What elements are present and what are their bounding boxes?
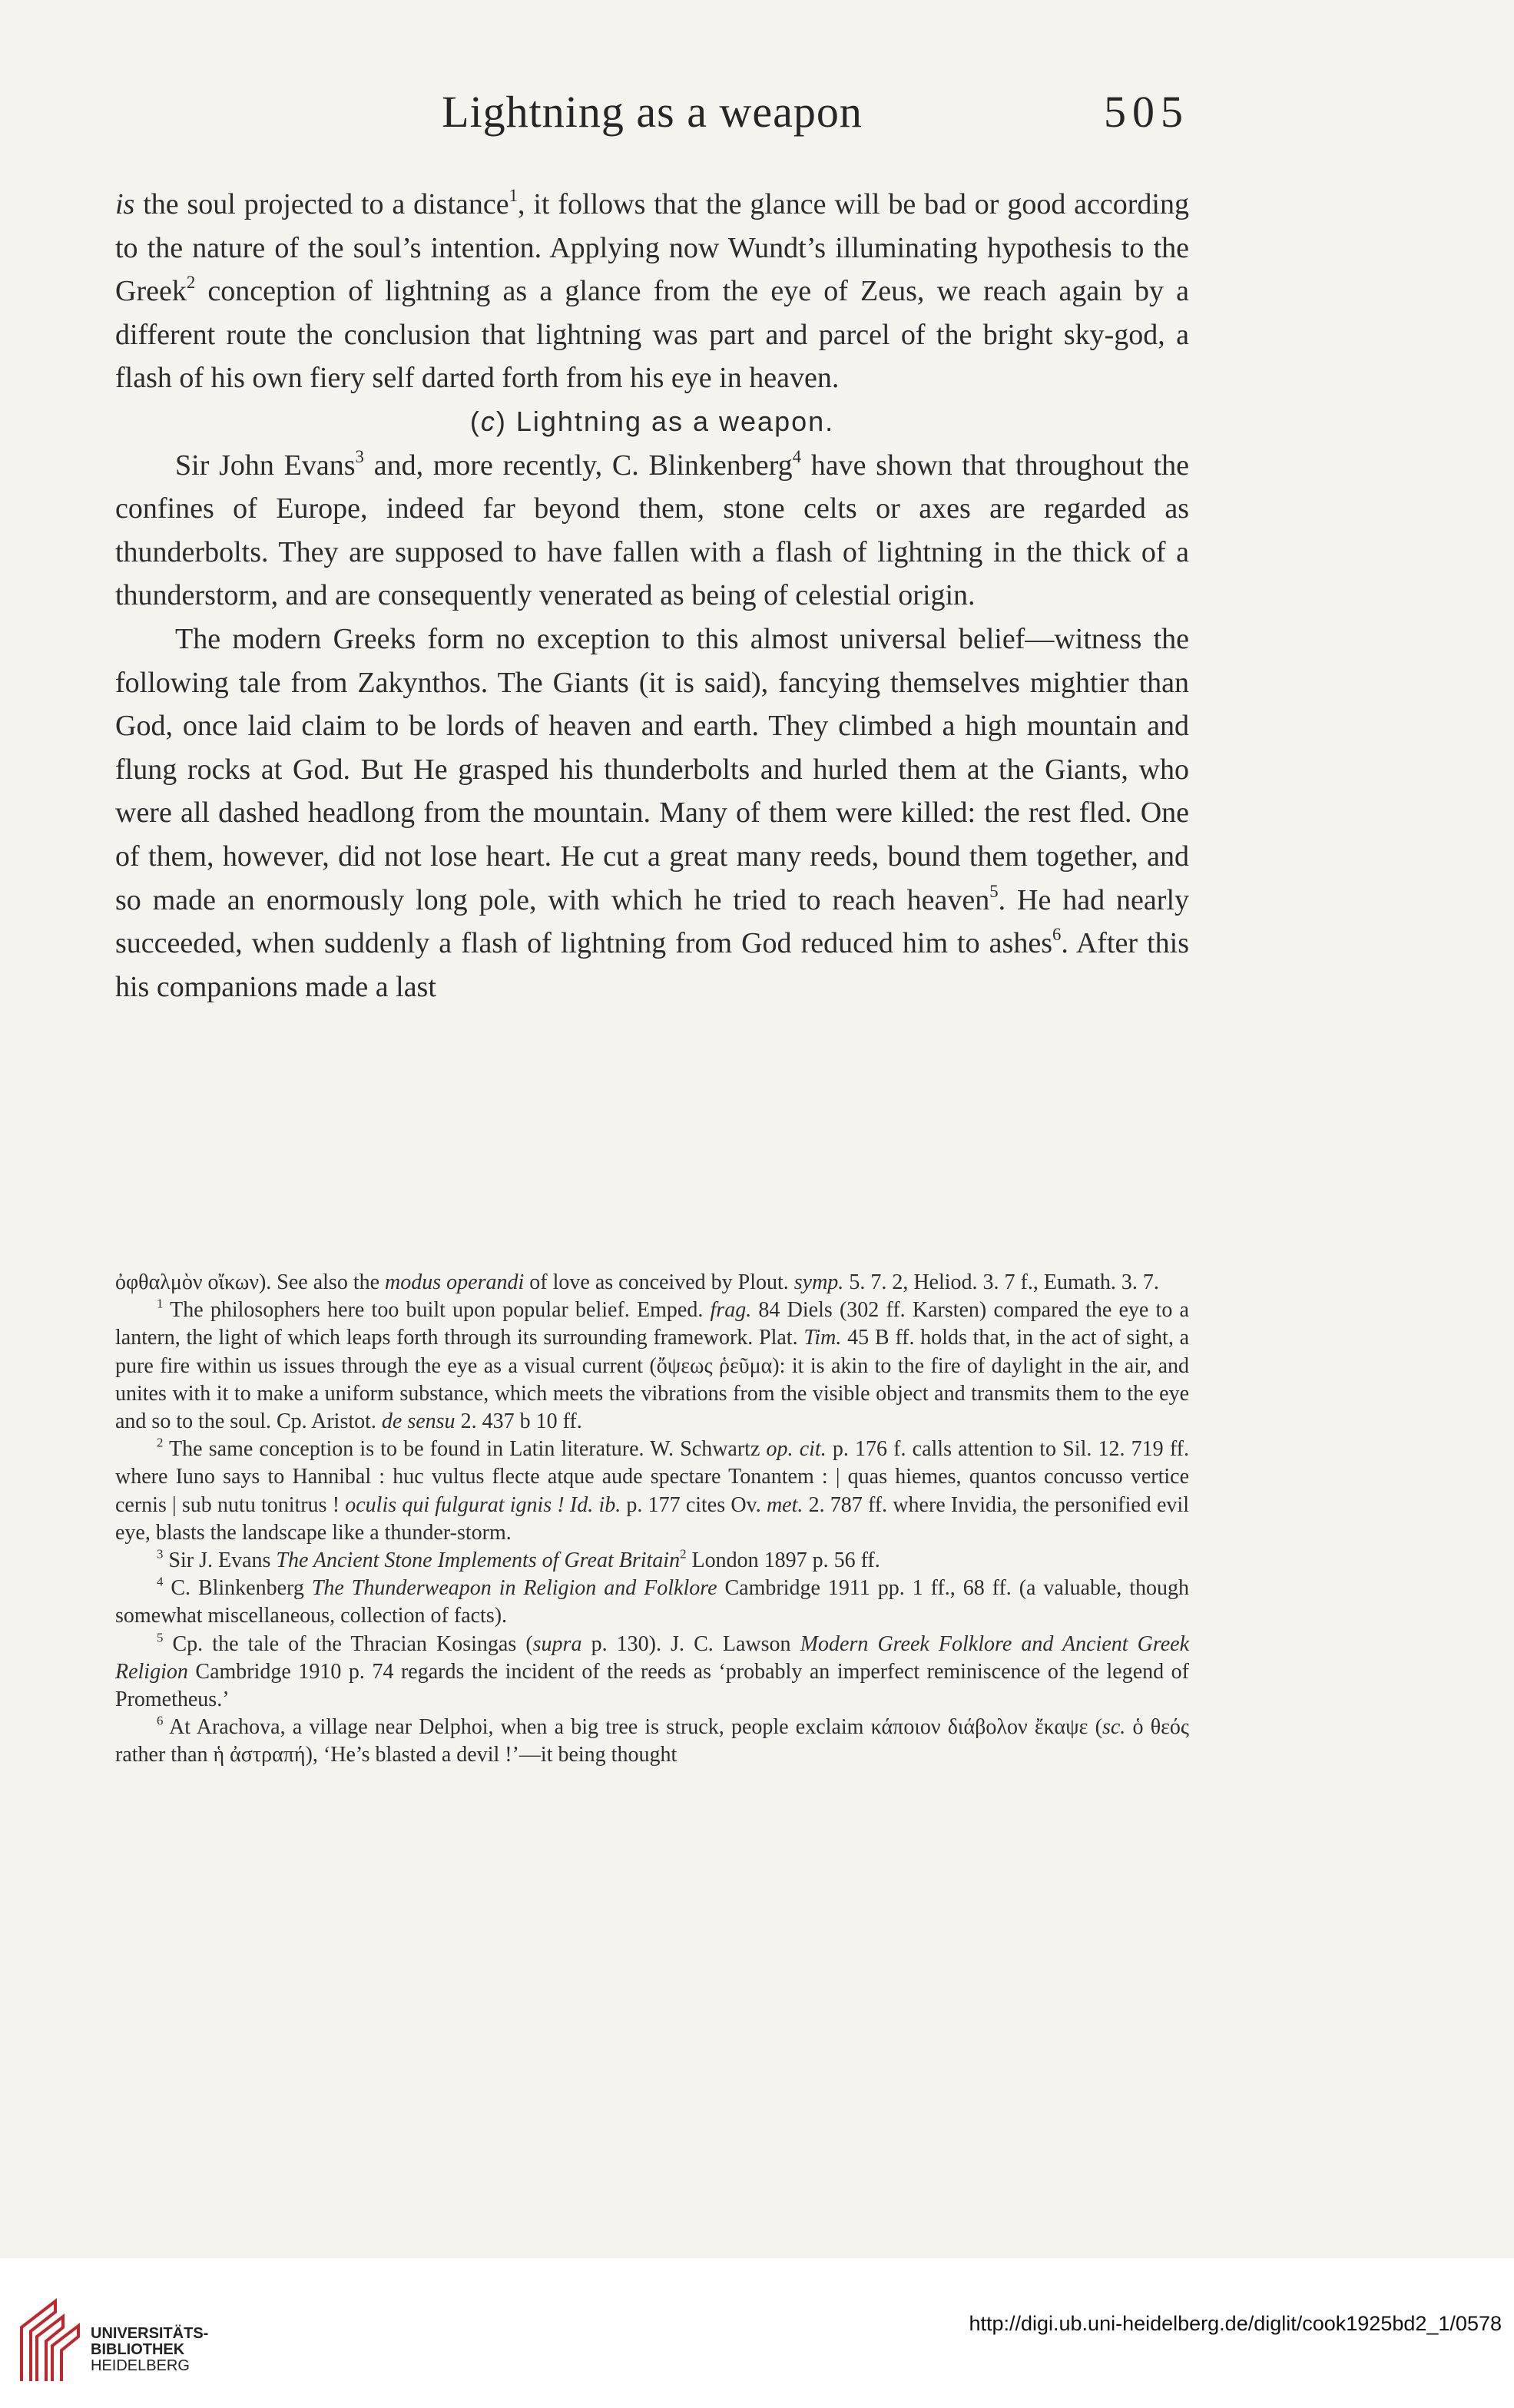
italic-text: sc.	[1102, 1715, 1126, 1740]
footnote	[115, 1631, 1189, 1714]
footnote-continuation	[115, 1269, 1189, 1297]
text-run: ὁ θεός rather than ἡ ἀστραπή), ‘He’s blasted a devil !’—it being thought	[115, 1715, 1189, 1767]
footnote-ref: 1	[509, 186, 518, 206]
text-run: the soul projected to a distance	[134, 188, 509, 220]
italic-text: is	[115, 188, 135, 220]
footnote-ref: 4	[157, 1574, 164, 1589]
footnote-ref: 5	[989, 881, 999, 901]
paragraph	[115, 183, 1189, 400]
page-header	[115, 86, 1189, 147]
library-logo-icon	[15, 2297, 84, 2385]
footnote	[115, 1436, 1189, 1547]
text-run: p. 130). J. C. Lawson	[581, 1631, 800, 1656]
viewer-footer	[0, 2258, 1514, 2408]
paragraph	[115, 618, 1189, 1009]
text-run: At Arachova, a village near Delphoi, when a big tree is struck, people exclaim κάποιον διάβολον ἔκαψε (	[163, 1715, 1102, 1740]
footnote-ref: 3	[355, 446, 364, 466]
library-name	[91, 2326, 208, 2374]
italic-text: c	[480, 405, 496, 437]
footnote-ref: 5	[157, 1629, 164, 1645]
text-run: 84 Diels (302 ff. Karsten) compared the eye to a lantern, the light of which leaps forth through its surrounding framework. Plat.	[115, 1298, 1189, 1350]
italic-text: frag.	[710, 1298, 752, 1323]
footnote	[115, 1714, 1189, 1769]
text-run: Cambridge 1911 pp. 1 ff., 68 ff. (a valuable, though somewhat miscellaneous, collection of facts).	[115, 1576, 1189, 1628]
footnote-ref: 1	[157, 1296, 164, 1311]
italic-text: symp.	[793, 1270, 844, 1294]
text-run: and, more recently, C. Blinkenberg	[363, 449, 793, 482]
text-run: (	[469, 405, 481, 437]
text-run: 2. 787 ff. where Invidia, the personified evil eye, blasts the landscape like a thunder-storm.	[115, 1492, 1189, 1545]
text-run: ὀφθαλμὸν οἴκων). See also the	[115, 1270, 386, 1294]
text-run: The same conception is to be found in Latin literature. W. Schwartz	[163, 1437, 767, 1462]
main-text	[115, 183, 1189, 1009]
text-run: . After this his companions made a last	[115, 927, 1189, 1003]
text-run: p. 177 cites Ov.	[621, 1492, 767, 1517]
italic-text: Modern Greek Folklore and Ancient Greek Religion	[115, 1631, 1190, 1684]
italic-text: Tim.	[803, 1326, 842, 1350]
footnote-ref: 4	[792, 446, 802, 466]
footnote	[115, 1575, 1189, 1630]
text-run: 5. 7. 2, Heliod. 3. 7 f., Eumath. 3. 7.	[843, 1270, 1159, 1294]
section-heading	[115, 400, 1189, 444]
italic-text: met.	[766, 1492, 803, 1517]
text-run: p. 176 f. calls attention to Sil. 12. 719 ff. where Iuno says to Hannibal : huc vultus flecte atque aude spectare Tonantem : | quas hiemes, quantos concusso vertice cernis | sub nutu tonitrus !	[115, 1437, 1189, 1517]
running-title: Lightning as a weapon	[442, 87, 863, 137]
source-url[interactable]: http://digi.ub.uni-heidelberg.de/diglit/cook1925bd2_1/0578	[969, 2312, 1502, 2335]
text-run: of love as conceived by Plout.	[524, 1270, 794, 1294]
text-run: The modern Greeks form no exception to this almost universal belief—witness the following tale from Zakynthos. The Giants (it is said), fancying themselves mightier than God, once laid claim to be lords of heaven and earth. They climbed a high mountain and flung rocks at God. But He grasped his thunderbolts and hurled them at the Giants, who were all dashed headlong from the mountain. Many of them were killed: the rest fled. One of them, however, did not lose heart. He cut a great many reeds, bound them together, and so made an enormously long pole, with which he tried to reach heaven	[115, 622, 1189, 916]
italic-text: The Thunderweapon in Religion and Folklore	[311, 1576, 717, 1601]
footnote-ref: 2	[186, 273, 196, 293]
footnote	[115, 1297, 1189, 1436]
italic-text: modus operandi	[385, 1270, 525, 1294]
text-run: Cp. the tale of the Thracian Kosingas (	[163, 1631, 533, 1656]
text-run: have shown that throughout the confines of Europe, indeed far beyond them, stone celts or axes are regarded as thunderbolts. They are supposed to have fallen with a flash of lightning in the thick of a thunderstorm, and are consequently venerated as being of celestial origin.	[115, 449, 1189, 612]
footnote-ref: 3	[157, 1546, 164, 1562]
text-run: . He had nearly succeeded, when suddenly a flash of lightning from God reduced him to ashes	[115, 883, 1190, 960]
italic-text: The Ancient Stone Implements of Great Britain	[276, 1548, 681, 1573]
text-run: London 1897 p. 56 ff.	[686, 1548, 880, 1573]
text-run: conception of lightning as a glance from the eye of Zeus, we reach again by a different route the conclusion that lightning was part and parcel of the bright sky-god, a flash of his own fiery self darted forth from his eye in heaven.	[115, 275, 1189, 395]
text-run: Sir John Evans	[175, 449, 356, 482]
text-run: The philosophers here too built upon popular belief. Emped.	[163, 1298, 711, 1323]
footnote-ref: 6	[157, 1713, 164, 1728]
text-run: , it follows that the glance will be bad or good according to the nature of the soul’s intention. Applying now Wundt’s illuminating hypothesis to the Greek	[115, 188, 1189, 308]
footnote-ref: 2	[680, 1546, 687, 1562]
paragraph	[115, 444, 1189, 618]
text-run: 45 B ff. holds that, in the act of sight, a pure fire within us issues through the eye as a visual current (ὄψεως ῥεῦμα): it is akin to the fire of daylight in the air, and unites with it to make a uniform substance, which meets the vibrations from the visible object and transmits them to the eye and so to the soul. Cp. Aristot.	[115, 1326, 1190, 1434]
italic-text: op. cit.	[766, 1437, 827, 1462]
library-name-line: UNIVERSITÄTS-	[91, 2325, 209, 2342]
text-run: Sir J. Evans	[163, 1548, 277, 1573]
text-run: ) Lightning as a weapon.	[495, 405, 835, 437]
text-run: C. Blinkenberg	[163, 1576, 312, 1601]
library-name-line: BIBLIOTHEK	[91, 2341, 185, 2358]
text-run: Cambridge 1910 p. 74 regards the incident of the reeds as ‘probably an imperfect reminiscence of the legend of Prometheus.’	[115, 1659, 1189, 1712]
italic-text: de sensu	[381, 1409, 456, 1434]
text-run: 2. 437 b 10 ff.	[455, 1409, 582, 1434]
footnote-ref: 2	[157, 1435, 164, 1450]
italic-text: oculis qui fulgurat ignis ! Id. ib.	[345, 1492, 621, 1517]
library-name-line: HEIDELBERG	[91, 2357, 190, 2374]
footnote	[115, 1547, 1189, 1575]
page-number: 505	[1104, 87, 1189, 137]
footnote-ref: 6	[1052, 925, 1062, 945]
italic-text: supra	[532, 1631, 582, 1656]
footnotes	[115, 1269, 1189, 1770]
